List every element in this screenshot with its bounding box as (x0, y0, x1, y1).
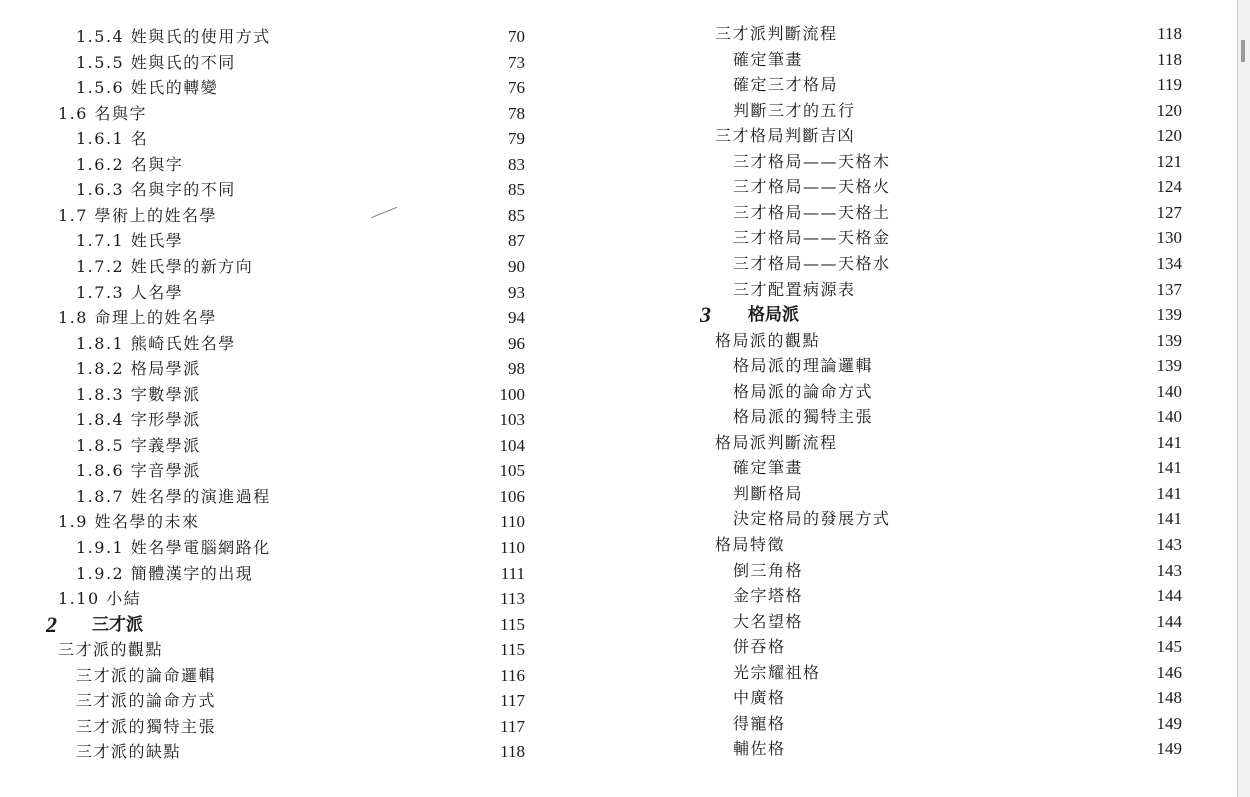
toc-page-number: 119 (1157, 75, 1182, 95)
toc-entry (0, 174, 1235, 200)
toc-entry-title: 1.5.6 姓氏的轉變 (76, 78, 219, 98)
toc-entry (0, 685, 1235, 711)
toc-page-number: 113 (500, 589, 525, 609)
toc-page-number: 118 (1157, 49, 1182, 69)
toc-page-number: 93 (508, 282, 525, 302)
toc-entry-title: 1.9.2 簡體漢字的出現 (76, 563, 254, 583)
toc-page-number: 115 (500, 614, 525, 634)
toc-entry (0, 225, 1235, 251)
scrollbar-thumb[interactable] (1241, 40, 1245, 62)
toc-entry (0, 47, 1235, 73)
toc-page-number: 141 (1156, 509, 1182, 529)
toc-entry-title: 三才格局——天格土 (733, 202, 891, 222)
toc-page-number: 127 (1156, 202, 1182, 222)
toc-entry-title: 判斷三才的五行 (733, 100, 856, 120)
toc-page-number: 141 (1156, 458, 1182, 478)
toc-page-number: 94 (508, 308, 525, 328)
toc-page-number: 117 (500, 691, 525, 711)
toc-entry (0, 660, 1235, 686)
toc-page-number: 85 (508, 205, 525, 225)
toc-page-number: 98 (508, 359, 525, 379)
toc-page-number: 110 (500, 512, 525, 532)
toc-page-number: 137 (1156, 279, 1182, 299)
toc-page-number: 100 (499, 384, 525, 404)
toc-entry-title: 三才格局判斷吉凶 (715, 126, 856, 146)
toc-entry (0, 558, 1235, 584)
toc-page-number: 141 (1156, 432, 1182, 452)
toc-entry-title: 1.8.7 姓名學的演進過程 (76, 486, 271, 506)
toc-page-number: 110 (500, 538, 525, 557)
toc-entry (0, 251, 1235, 277)
toc-entry-title: 1.6.1 名 (76, 129, 149, 149)
toc-page-number: 76 (508, 78, 525, 98)
toc-page-number: 130 (1156, 228, 1182, 248)
toc-page-number: 87 (508, 231, 525, 251)
toc-entry-title: 格局派的理論邏輯 (733, 356, 874, 376)
toc-page-number: 145 (1156, 637, 1182, 657)
toc-entry-title: 1.7.1 姓氏學 (76, 231, 184, 251)
toc-page-number: 118 (1157, 24, 1182, 43)
toc-page-number: 78 (508, 103, 525, 123)
toc-entry (0, 455, 1235, 481)
toc-page-number: 104 (499, 435, 525, 455)
toc-entry (0, 328, 1235, 354)
scrollbar[interactable] (1237, 0, 1250, 797)
toc-page-number: 146 (1156, 662, 1182, 682)
toc-page-number: 118 (500, 742, 525, 762)
toc-entry (0, 609, 1235, 635)
toc-page-number: 139 (1156, 305, 1182, 325)
toc-page-number: 149 (1156, 739, 1182, 759)
toc-entry-title: 1.7 學術上的姓名學 (58, 205, 218, 225)
toc-entry (0, 379, 1235, 405)
toc-entry-title: 1.8.6 字音學派 (76, 461, 201, 481)
toc-entry (0, 404, 1235, 430)
toc-entry-title: 1.6 名與字 (58, 103, 148, 123)
toc-entry (0, 149, 1235, 175)
toc-entry-title: 1.7.3 人名學 (76, 282, 184, 302)
chapter-title: 格局派 (748, 305, 799, 326)
chapter-number: 3 (700, 302, 711, 328)
toc-page-number: 90 (508, 256, 525, 276)
toc-entry-title: 格局派的論命方式 (733, 381, 874, 401)
toc-page-number: 143 (1156, 560, 1182, 580)
toc-entry-title: 1.8.2 格局學派 (76, 359, 201, 379)
toc-entry-title: 光宗耀祖格 (733, 662, 821, 682)
toc-entry (0, 711, 1235, 737)
toc-entry-title: 格局派的獨特主張 (733, 407, 874, 427)
toc-entry (0, 200, 1235, 226)
toc-page-number: 120 (1156, 100, 1182, 120)
toc-entry-title: 三才格局——天格金 (733, 228, 891, 248)
toc-entry (0, 21, 1235, 47)
toc-entry-title: 三才格局——天格水 (733, 253, 891, 273)
toc-page-number: 116 (500, 665, 525, 685)
toc-entry-title: 格局派的觀點 (715, 330, 821, 350)
toc-entry (0, 430, 1235, 456)
toc-entry-title: 1.10 小結 (58, 589, 142, 609)
toc-entry-title: 三才派判斷流程 (715, 24, 838, 43)
toc-entry-title: 1.8.5 字義學派 (76, 435, 201, 455)
toc-page-number: 96 (508, 333, 525, 353)
toc-entry-title: 1.8.3 字數學派 (76, 384, 201, 404)
toc-page-number: 124 (1156, 177, 1182, 197)
toc-entry-title: 1.5.4 姓與氏的使用方式 (76, 27, 271, 46)
toc-entry (0, 72, 1235, 98)
toc-entry-title: 金字塔格 (733, 586, 804, 606)
toc-entry-title: 三才派的論命方式 (76, 691, 217, 711)
toc-entry-title: 三才派的獨特主張 (76, 716, 217, 736)
toc-page-number: 148 (1156, 688, 1182, 708)
toc-page-number: 144 (1156, 586, 1182, 606)
toc-page-number: 106 (499, 486, 525, 506)
toc-entry-title: 判斷格局 (733, 483, 804, 503)
toc-entry-title: 格局派判斷流程 (715, 432, 838, 452)
toc-page-number: 149 (1156, 713, 1182, 733)
chapter-title: 三才派 (92, 614, 143, 635)
toc-entry (0, 736, 1235, 762)
toc-page-number: 144 (1156, 611, 1182, 631)
toc-entry-title: 確定筆畫 (733, 458, 804, 478)
toc-page-number: 121 (1156, 151, 1182, 171)
toc-entry (0, 532, 1235, 558)
toc-entry (0, 634, 1235, 660)
toc-page-number: 143 (1156, 535, 1182, 554)
toc-page-number: 111 (500, 563, 525, 583)
toc-entry-title: 確定三才格局 (733, 75, 839, 95)
toc-page-number: 139 (1156, 356, 1182, 376)
chapter-number: 2 (46, 611, 57, 637)
toc-page-number: 70 (508, 27, 525, 46)
toc-entry-title: 三才派的缺點 (76, 742, 182, 762)
toc-page-number: 79 (508, 129, 525, 149)
toc-entry-title: 1.8.4 字形學派 (76, 410, 201, 430)
toc-entry (0, 353, 1235, 379)
toc-entry-title: 三才配置病源表 (733, 279, 856, 299)
toc-entry-title: 1.5.5 姓與氏的不同 (76, 52, 236, 72)
toc-entry-title: 1.6.3 名與字的不同 (76, 180, 236, 200)
toc-chapter-heading (0, 302, 1235, 328)
toc-entry-title: 併吞格 (733, 637, 786, 657)
toc-entry-title: 中廣格 (733, 688, 786, 708)
toc-entry-title: 決定格局的發展方式 (733, 509, 891, 529)
toc-entry-title: 三才格局——天格木 (733, 151, 891, 171)
toc-page-number: 141 (1156, 483, 1182, 503)
toc-entry (0, 506, 1235, 532)
toc-page-number: 120 (1156, 126, 1182, 146)
toc-page-number: 140 (1156, 407, 1182, 427)
toc-entry (0, 123, 1235, 149)
toc-entry-title: 大名望格 (733, 611, 804, 631)
toc-entry-title: 1.6.2 名與字 (76, 154, 184, 174)
toc-entry-title: 得寵格 (733, 713, 786, 733)
toc-entry-title: 三才格局——天格火 (733, 177, 891, 197)
toc-page-number: 83 (508, 154, 525, 174)
toc-entry (0, 98, 1235, 124)
toc-entry-title: 三才派的論命邏輯 (76, 665, 217, 685)
toc-entry (0, 277, 1235, 303)
toc-entry-title: 1.8.1 熊崎氏姓名學 (76, 333, 236, 353)
toc-page-number: 140 (1156, 381, 1182, 401)
toc-entry (0, 481, 1235, 507)
toc-page-number: 134 (1156, 253, 1182, 273)
toc-page-number: 115 (500, 640, 525, 660)
toc-entry-title: 確定筆畫 (733, 49, 804, 69)
toc-page-number: 73 (508, 52, 525, 72)
toc-page-number: 105 (499, 461, 525, 481)
toc-entry-title: 1.9 姓名學的未來 (58, 512, 200, 532)
toc-entry-title: 1.7.2 姓氏學的新方向 (76, 256, 254, 276)
toc-entry-title: 輔佐格 (733, 739, 786, 759)
toc-entry-title: 三才派的觀點 (58, 640, 164, 660)
toc-page-number: 117 (500, 716, 525, 736)
toc-entry-title: 1.8 命理上的姓名學 (58, 308, 218, 328)
toc-page-number: 139 (1156, 330, 1182, 350)
toc-entry-title: 1.9.1 姓名學電腦網路化 (76, 538, 271, 557)
toc-page-number: 85 (508, 180, 525, 200)
toc-page-number: 103 (499, 410, 525, 430)
toc-entry (0, 583, 1235, 609)
toc-entry-title: 倒三角格 (733, 560, 804, 580)
toc-entry-title: 格局特徵 (715, 535, 786, 554)
